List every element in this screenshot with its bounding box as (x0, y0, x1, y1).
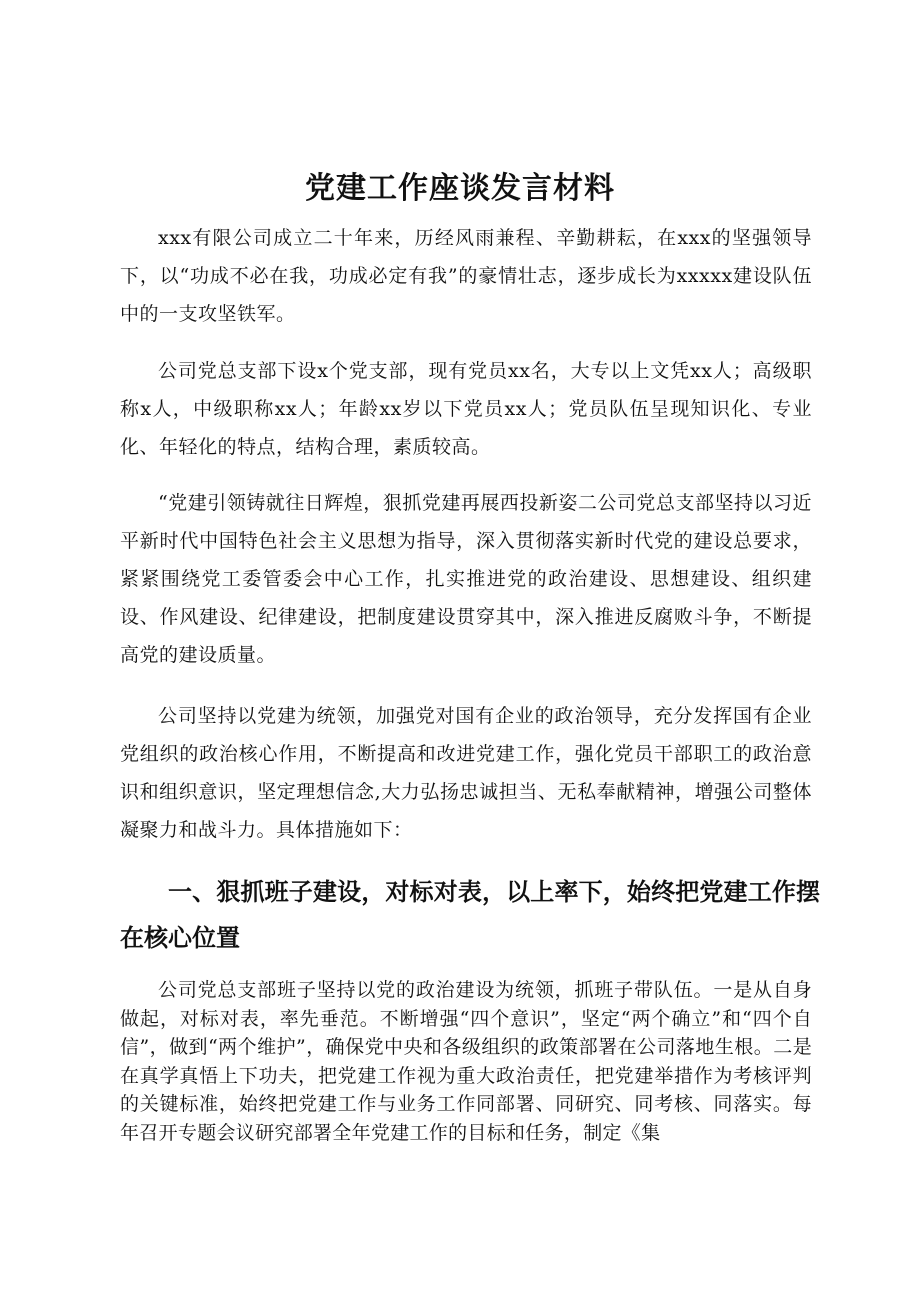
paragraph-party-members: 公司党总支部下设x个党支部，现有党员xx名，大专以上文凭xx人；高级职称x人，中级职称xx人；年龄xx岁以下党员xx人；党员队伍呈现知识化、专业化、年轻化的特点，结构合理，素质较高。 (120, 360, 812, 458)
section-heading-1: 一、狠抓班子建设，对标对表，以上率下，始终把党建工作摆在核心位置 (120, 878, 820, 952)
paragraph-party-leadership: “党建引领铸就往日辉煌，狠抓党建再展西投新姿二公司党总支部坚持以习近平新时代中国特色社会主义思想为指导，深入贯彻落实新时代党的建设总要求，紧紧围绕党工委管委会中心工作，扎实推进党的政治建设、思想建设、组织建设、作风建设、纪律建设，把制度建设贯穿其中，深入推进反腐败斗争，不断提高党的建设质量。 (120, 492, 812, 666)
paragraph-company-intro: xxx有限公司成立二十年来，历经风雨兼程、辛勤耕耘，在xxx的坚强领导下，以“功成不必在我，功成必定有我”的豪情壮志，逐步成长为xxxxx建设队伍中的一支攻坚铁军。 (120, 227, 812, 325)
paragraph-section-1: 公司党总支部班子坚持以党的政治建设为统领，抓班子带队伍。一是从自身做起，对标对表，率先垂范。不断增强“四个意识”，坚定“两个确立”和“四个自信”，做到“两个维护”，确保党中央和各级组织的政策部署在公司落地生根。二是在真学真悟上下功夫，把党建工作视为重大政治责任，把党建举措作为考核评判的关键标准，始终把党建工作与业务工作同部署、同研究、同考核、同落实。每年召开专题会议研究部署全年党建工作的目标和任务，制定《集 (120, 979, 812, 1144)
paragraph-measures-intro: 公司坚持以党建为统领，加强党对国有企业的政治领导，充分发挥国有企业党组织的政治核心作用，不断提高和改进党建工作，强化党员干部职工的政治意识和组织意识，坚定理想信念,大力弘扬忠诚担当、无私奉献精神，增强公司整体凝聚力和战斗力。具体措施如下： (120, 705, 812, 841)
document-title: 党建工作座谈发言材料 (305, 171, 615, 206)
